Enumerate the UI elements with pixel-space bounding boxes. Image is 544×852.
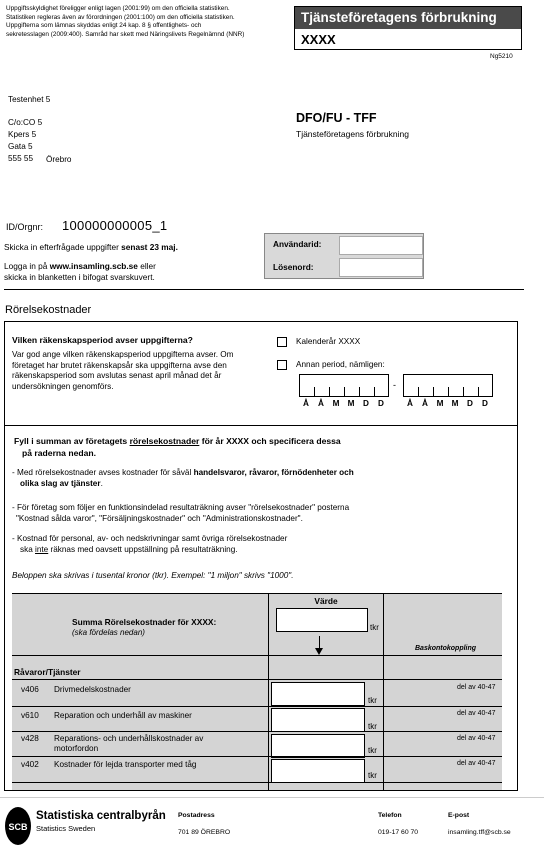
row-konto: del av 40-47: [457, 760, 496, 767]
instruction-3: [12, 534, 412, 556]
logga-text-post: eller: [137, 261, 156, 271]
calendar-year-checkbox[interactable]: [277, 337, 287, 347]
address-gata: Gata 5: [8, 142, 33, 151]
send-deadline: [4, 242, 178, 252]
password-label: Lösenord:: [273, 262, 314, 272]
address-postcode: 555 55: [8, 154, 34, 163]
date-letter: M: [332, 399, 340, 408]
date-letter: D: [482, 399, 488, 408]
row-label-line2: motorfordon: [54, 744, 99, 753]
instruction-2-line2: "Kostnad sålda varor", "Försäljningskostnader" och "Administrationskostnader".: [16, 513, 303, 523]
scb-logo-text: SCB: [8, 822, 28, 832]
fill-instruction: [14, 436, 414, 459]
row-code: v610: [21, 711, 39, 720]
row-label: Kostnader för lejda transporter med tåg: [54, 760, 197, 769]
instruction-1-bold: handelsvaror, råvaror, förnödenheter och: [193, 468, 354, 477]
logga-url[interactable]: www.insamling.scb.se: [49, 261, 138, 271]
period-question: Vilken räkenskapsperiod avser uppgifterna?: [12, 335, 193, 345]
password-field[interactable]: [339, 258, 423, 277]
survey-code: DFO/FU - TFF: [296, 111, 377, 125]
instruction-2-line1: - För företag som följer en funktionsindelad resultaträkning avser "rörelsekostnader" posterna: [12, 503, 350, 512]
row-code: v402: [21, 760, 39, 769]
fill-underline: rörelsekostnader: [129, 436, 200, 446]
row-label: Reparation och underhåll av maskiner: [54, 711, 192, 720]
legal-notice: Uppgiftsskyldighet föreligger enligt lagen (2001:99) om den officiella statistiken. Statistiken regleras även av förordningen (2001:100) om den officiella statistiken. Uppgifterna som lämnas skyddas enligt 24 kap. 8 § offentlighets- och sekretesslagen (2009:400). Samråd har skett med Näringslivets Regelnämnd (NNR): [6, 5, 245, 38]
instruction-3-pre: ska: [20, 544, 36, 554]
login-instructions: [4, 261, 244, 283]
user-id-label: Användarid:: [273, 239, 322, 249]
form-year: XXXX: [301, 32, 336, 47]
instruction-3-post: räknas med oavsett uppställning på resultaträkning.: [48, 544, 238, 554]
instruction-1-bold2: olika slag av tjänster: [20, 478, 101, 488]
date-letter: D: [467, 399, 473, 408]
date-letter: Å: [407, 399, 413, 408]
arrow-head-icon: [315, 648, 323, 655]
row-label: Drivmedelskostnader: [54, 685, 131, 694]
instruction-1-text: - Med rörelsekostnader avses kostnader för såväl: [12, 468, 194, 477]
divider: [4, 289, 524, 290]
form-number: Ng5210: [490, 53, 513, 60]
sum-label: Summa Rörelsekostnader för XXXX:: [72, 617, 217, 627]
date-letter: Å: [303, 399, 309, 408]
date-letter: Å: [318, 399, 324, 408]
row-unit: tkr: [368, 722, 377, 731]
period-text: Var god ange vilken räkenskapsperiod uppgifterna avser. Om företaget har brutet räkenskapsår ska uppgifterna avse den räkenskapsperiod som avslutas senast april månad det år undersökningen genomförs.: [12, 350, 234, 391]
row-code: v406: [21, 685, 39, 694]
frame-divider: [4, 425, 518, 426]
other-period-checkbox[interactable]: [277, 360, 287, 370]
id-value: 100000000005_1: [62, 218, 168, 233]
survey-name: Tjänsteföretagens förbrukning: [296, 129, 409, 139]
instruction-1: [12, 468, 412, 490]
fill-text-post: för år XXXX och specificera dessa: [199, 436, 341, 446]
row-konto: del av 40-47: [457, 684, 496, 691]
post-label: Postadress: [178, 812, 215, 819]
address-co: C/o:CO 5: [8, 118, 43, 127]
form-title-box: [294, 6, 522, 50]
row-label: Reparations- och underhållskostnader av: [54, 734, 204, 743]
sum-unit: tkr: [370, 623, 379, 632]
phone-value: 019-17 60 70: [378, 829, 419, 836]
row-unit: tkr: [368, 696, 377, 705]
id-label: ID/Orgnr:: [6, 222, 44, 232]
instruction-3-line1: - Kostnad för personal, av- och nedskrivningar samt övriga rörelsekostnader: [12, 534, 288, 543]
v402-value-field[interactable]: [271, 759, 365, 783]
period-start-date-field[interactable]: [299, 374, 389, 397]
form-title: Tjänsteföretagens förbrukning: [295, 7, 521, 29]
v406-value-field[interactable]: [271, 682, 365, 706]
sum-sublabel: (ska fördelas nedan): [72, 628, 145, 637]
v428-value-field[interactable]: [271, 734, 365, 758]
period-end-date-field[interactable]: [403, 374, 493, 397]
logga-text: Logga in på: [4, 261, 50, 271]
footer-divider: [0, 797, 544, 798]
date-letter: M: [451, 399, 459, 408]
org-sub: Statistics Sweden: [36, 824, 96, 833]
email-label: E-post: [448, 812, 470, 819]
send-deadline-date: senast 23 maj.: [121, 242, 178, 252]
group-label: Råvaror/Tjänster: [14, 667, 81, 677]
fill-text: Fyll i summan av företagets: [14, 436, 130, 446]
login-box: [264, 233, 424, 279]
org-name: Statistiska centralbyrån: [36, 810, 166, 822]
row-code: v428: [21, 734, 39, 743]
instruction-1-post: .: [100, 478, 103, 488]
v610-value-field[interactable]: [271, 708, 365, 732]
calendar-year-label: Kalenderår XXXX: [296, 337, 361, 346]
date-letter: D: [378, 399, 384, 408]
value-header: Värde: [314, 596, 338, 606]
email-value[interactable]: insamling.tff@scb.se: [448, 829, 511, 836]
instruction-3-underline: inte: [35, 544, 49, 554]
user-id-field[interactable]: [339, 236, 423, 255]
logga-text-line2: skicka in blanketten i bifogat svarskuvert.: [4, 272, 155, 282]
date-range-dash: -: [393, 380, 396, 390]
other-period-label: Annan period, nämligen:: [296, 360, 385, 369]
amount-note: Beloppen ska skrivas i tusental kronor (tkr). Exempel: "1 miljon" skrivs "1000".: [12, 571, 294, 580]
address-street: Kpers 5: [8, 130, 37, 139]
instruction-2: [12, 503, 432, 525]
date-letter: M: [436, 399, 444, 408]
basekonto-header: Baskontokoppling: [415, 645, 477, 652]
address-city: Örebro: [46, 155, 72, 164]
send-text: Skicka in efterfrågade uppgifter: [4, 242, 122, 252]
date-letter: M: [347, 399, 355, 408]
row-konto: del av 40-47: [457, 710, 496, 717]
row-unit: tkr: [368, 771, 377, 780]
phone-label: Telefon: [378, 812, 402, 819]
sum-value-field[interactable]: [276, 608, 368, 632]
post-value: 701 89 ÖREBRO: [178, 829, 231, 836]
address-name: Testenhet 5: [8, 95, 51, 104]
date-letter: Å: [422, 399, 428, 408]
fill-text-line2: på raderna nedan.: [22, 447, 97, 458]
scb-logo-icon: [4, 806, 32, 846]
section-title: Rörelsekostnader: [5, 304, 92, 316]
row-unit: tkr: [368, 746, 377, 755]
row-konto: del av 40-47: [457, 735, 496, 742]
date-letter: D: [363, 399, 369, 408]
